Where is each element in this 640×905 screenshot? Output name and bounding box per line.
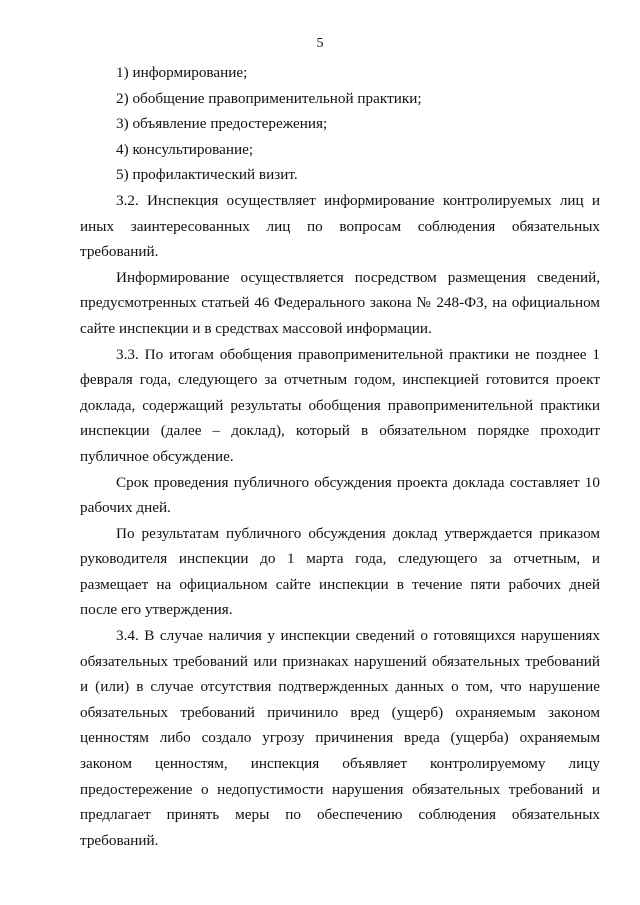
document-body — [80, 60, 600, 853]
paragraph-3-2: 3.2. Инспекция осуществляет информирование контролируемых лиц и иных заинтересованных лиц по вопросам соблюдения обязательных требований. — [80, 191, 600, 261]
paragraph-3-4: 3.4. В случае наличия у инспекции сведений о готовящихся нарушениях обязательных требований или признаках нарушений обязательных требований и (или) в случае отсутствия подтвержденных данных о том, что нарушение обязательных требований причинило вред (ущерб) охраняемым законом ценностям либо создало угрозу причинения вреда (ущерба) охраняемым законом ценностям, инспекция объявляет контролируемому лицу предостережение о недопустимости нарушения обязательных требований и предлагает принять меры по обеспечению соблюдения обязательных требований. — [80, 627, 600, 849]
page-number: 5 — [316, 36, 324, 51]
list-item-4: 4) консультирование; — [116, 140, 254, 158]
list-item-2: 2) обобщение правоприменительной практики; — [116, 89, 422, 107]
paragraph-3-3: 3.3. По итогам обобщения правоприменительной практики не позднее 1 февраля года, следующего за отчетным годом, инспекцией готовится проект доклада, содержащий результаты обобщения правоприменительной практики инспекции (далее – доклад), который в обязательном порядке проходит публичное обсуждение. — [80, 345, 600, 465]
paragraph-informing: Информирование осуществляется посредством размещения сведений, предусмотренных статьей 46 Федерального закона № 248-ФЗ, на официальном сайте инспекции и в средствах массовой информации. — [80, 268, 600, 337]
list-item-3: 3) объявление предостережения; — [116, 115, 328, 133]
paragraph-discussion-term: Срок проведения публичного обсуждения проекта доклада составляет 10 рабочих дней. — [80, 473, 600, 517]
list-item-1: 1) информирование; — [116, 64, 248, 81]
paragraph-report-approval: По результатам публичного обсуждения доклад утверждается приказом руководителя инспекции до 1 марта года, следующего за отчетным, и размещает на официальном сайте инспекции в течение пяти рабочих дней после его утверждения. — [80, 524, 600, 619]
list-item-5: 5) профилактический визит. — [116, 166, 298, 184]
